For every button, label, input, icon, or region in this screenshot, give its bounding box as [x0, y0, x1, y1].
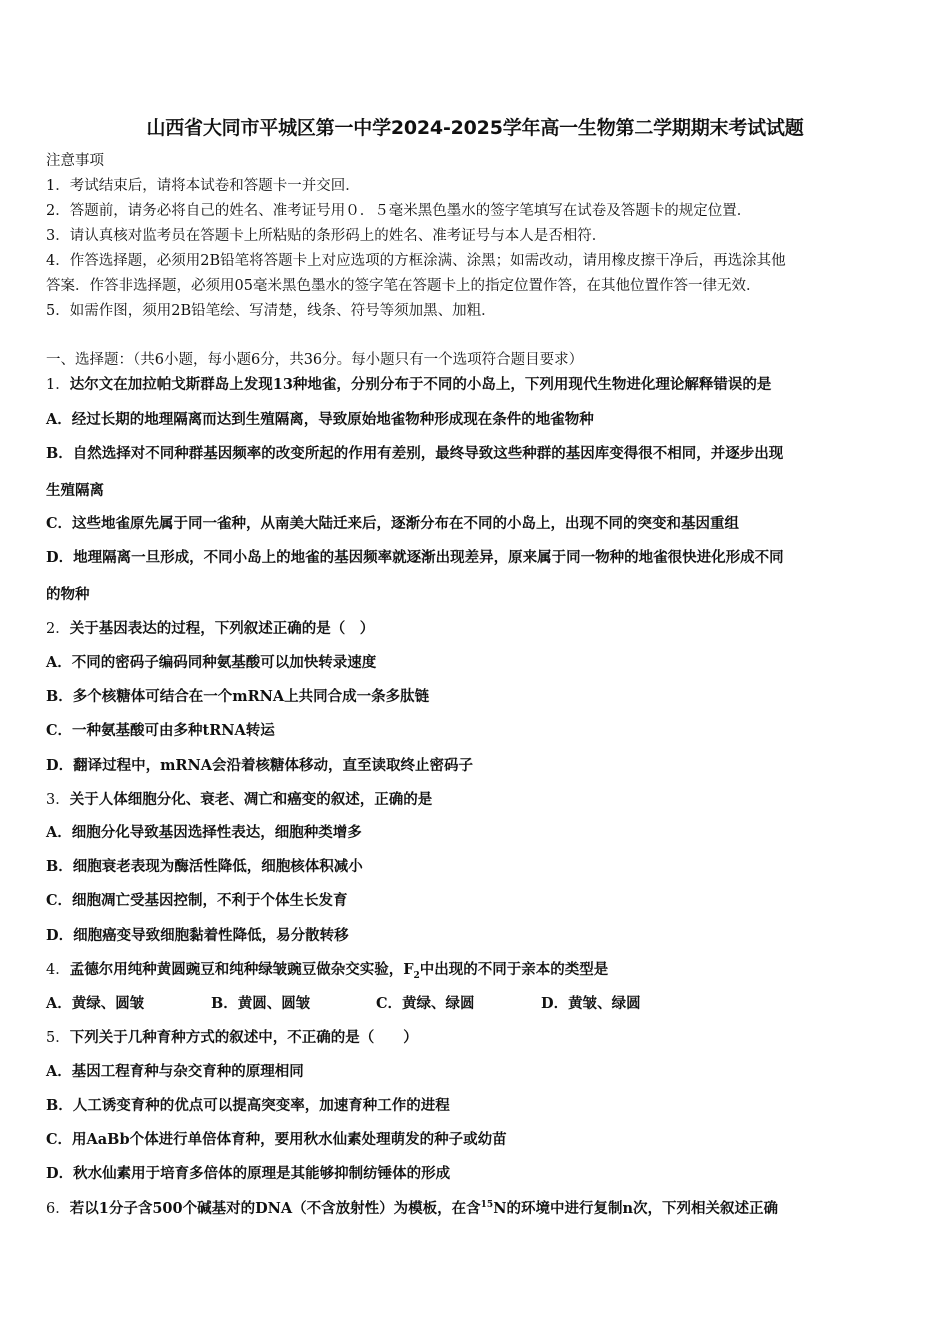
question-4-option-b: B．黄圆、圆皱 [211, 995, 311, 1012]
question-number: 4． [46, 962, 70, 978]
question-3-option-c: C．细胞凋亡受基因控制，不利于个体生长发育 [46, 892, 348, 909]
notice-item-3: 3．请认真核对监考员在答题卡上所粘贴的条形码上的姓名、准考证号与本人是否相符． [46, 228, 607, 244]
notice-item-1: 1．考试结束后，请将本试卷和答题卡一并交回． [46, 178, 360, 194]
question-1-option-d: D．地理隔离一旦形成，不同小岛上的地雀的基因频率就逐渐出现差异，原来属于同一物种的地雀很快进化形成不同 [46, 549, 784, 566]
question-2-option-c: C．一种氨基酸可由多种tRNA转运 [46, 722, 275, 739]
question-3-option-a: A．细胞分化导致基因选择性表达，细胞种类增多 [46, 824, 362, 841]
question-2-option-d: D．翻译过程中，mRNA会沿着核糖体移动，直至读取终止密码子 [46, 757, 473, 774]
question-2-option-a: A．不同的密码子编码同种氨基酸可以加快转录速度 [46, 654, 377, 671]
question-text: 下列关于几种育种方式的叙述中，不正确的是（ ） [69, 1029, 418, 1046]
superscript: 15 [480, 1200, 494, 1211]
notice-heading: 注意事项 [46, 153, 104, 169]
question-text: 关于人体细胞分化、衰老、凋亡和癌变的叙述，正确的是 [69, 791, 433, 808]
question-text-post: N的环境中进行复制n次，下列相关叙述正确 [493, 1200, 778, 1217]
question-3-option-b: B．细胞衰老表现为酶活性降低，细胞核体积减小 [46, 858, 363, 875]
question-3-option-d: D．细胞癌变导致细胞黏着性降低，易分散转移 [46, 927, 349, 944]
question-4-option-c: C．黄绿、绿圆 [376, 995, 475, 1012]
question-number: 6． [46, 1201, 70, 1217]
question-5-option-a: A．基因工程育种与杂交育种的原理相同 [46, 1063, 304, 1080]
question-1-option-b-cont: 生殖隔离 [46, 482, 104, 499]
notice-item-4: 4．作答选择题，必须用2B铅笔将答题卡上对应选项的方框涂满、涂黑；如需改动，请用橡皮擦干净后，再选涂其他 [46, 253, 786, 269]
question-1-option-c: C．这些地雀原先属于同一雀种，从南美大陆迁来后，逐渐分布在不同的小岛上，出现不同的突变和基因重组 [46, 515, 740, 532]
section-heading: 一、选择题：（共6小题，每小题6分，共36分。每小题只有一个选项符合题目要求） [46, 352, 584, 368]
question-5-stem [46, 1028, 418, 1048]
question-4-options [46, 994, 641, 1014]
question-6-stem [46, 1199, 778, 1219]
question-1-option-b: B．自然选择对不同种群基因频率的改变所起的作用有差别，最终导致这些种群的基因库变得很不相同，并逐步出现 [46, 445, 784, 462]
question-number: 3． [46, 792, 70, 808]
question-number: 1． [46, 377, 70, 393]
question-text: 关于基因表达的过程，下列叙述正确的是（ ） [69, 620, 375, 637]
question-2-stem [46, 619, 374, 639]
question-4-stem [46, 960, 608, 980]
question-text: 达尔文在加拉帕戈斯群岛上发现13种地雀，分别分布于不同的小岛上，下列用现代生物进化理论解释错误的是 [69, 376, 772, 393]
subscript: 2 [413, 970, 420, 981]
question-1-stem [46, 375, 771, 395]
question-5-option-b: B．人工诱变育种的优点可以提高突变率，加速育种工作的进程 [46, 1097, 450, 1114]
notice-item-4-cont: 答案．作答非选择题，必须用05毫米黑色墨水的签字笔在答题卡上的指定位置作答，在其他位置作答一律无效． [46, 278, 761, 294]
notice-item-5: 5．如需作图，须用2B铅笔绘、写清楚，线条、符号等须加黑、加粗． [46, 303, 496, 319]
question-5-option-c: C．用AaBb个体进行单倍体育种，要用秋水仙素处理萌发的种子或幼苗 [46, 1131, 507, 1148]
question-1-option-d-cont: 的物种 [46, 586, 90, 603]
question-number: 2． [46, 621, 70, 637]
question-text-pre: 若以1分子含500个碱基对的DNA（不含放射性）为模板，在含 [69, 1200, 481, 1217]
question-3-stem [46, 790, 432, 810]
question-text-post: 中出现的不同于亲本的类型是 [419, 961, 609, 978]
question-text-pre: 孟德尔用纯种黄圆豌豆和纯种绿皱豌豆做杂交实验，F [69, 961, 414, 978]
notice-item-2: 2．答题前，请务必将自己的姓名、准考证号用０．５毫米黑色墨水的签字笔填写在试卷及答题卡的规定位置． [46, 203, 752, 219]
question-4-option-a: A．黄绿、圆皱 [46, 995, 145, 1012]
question-1-option-a: A．经过长期的地理隔离而达到生殖隔离，导致原始地雀物种形成现在条件的地雀物种 [46, 411, 594, 428]
question-2-option-b: B．多个核糖体可结合在一个mRNA上共同合成一条多肽链 [46, 688, 430, 705]
question-5-option-d: D．秋水仙素用于培育多倍体的原理是其能够抑制纺锤体的形成 [46, 1165, 451, 1182]
question-number: 5． [46, 1030, 70, 1046]
question-4-option-d: D．黄皱、绿圆 [541, 995, 641, 1012]
exam-title: 山西省大同市平城区第一中学2024-2025学年高一生物第二学期期末考试试题 [146, 117, 804, 139]
